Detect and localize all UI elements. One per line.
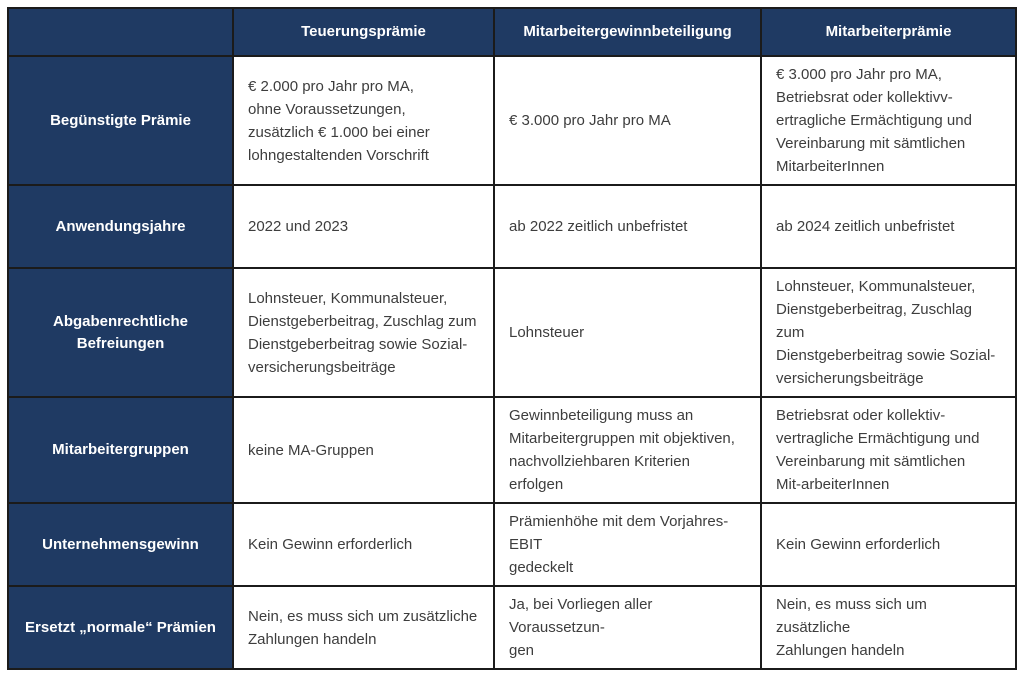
table-cell: Gewinnbeteiligung muss an Mitarbeitergruppen mit objektiven, nachvollziehbaren Kriterien erfolgen — [494, 397, 761, 503]
table-cell: Nein, es muss sich um zusätzliche Zahlungen handeln — [761, 586, 1016, 669]
premium-comparison-table — [7, 7, 1017, 670]
table-row-beguenstigte-praemie — [8, 56, 1016, 185]
table-cell: Ja, bei Vorliegen aller Voraussetzun- gen — [494, 586, 761, 669]
column-header-teuerungspraemie: Teuerungsprämie — [233, 8, 494, 56]
table-cell: € 3.000 pro Jahr pro MA, Betriebsrat oder kollektivv- ertragliche Ermächtigung und Vereinbarung mit sämtlichen MitarbeiterInnen — [761, 56, 1016, 185]
table-cell: ab 2024 zeitlich unbefristet — [761, 185, 1016, 268]
table-row-ersetzt-normale-praemien — [8, 586, 1016, 669]
column-header-mitarbeitergewinnbeteiligung: Mitarbeitergewinnbeteiligung — [494, 8, 761, 56]
row-header-unternehmensgewinn: Unternehmensgewinn — [8, 503, 233, 586]
row-header-abgabenrechtliche-befreiungen: Abgabenrechtliche Befreiungen — [8, 268, 233, 397]
table-cell: Lohnsteuer, Kommunalsteuer, Dienstgeberbeitrag, Zuschlag zum Dienstgeberbeitrag sowie Sozial- versicherungsbeiträge — [761, 268, 1016, 397]
row-header-anwendungsjahre: Anwendungsjahre — [8, 185, 233, 268]
table-cell: 2022 und 2023 — [233, 185, 494, 268]
table-cell: Kein Gewinn erforderlich — [761, 503, 1016, 586]
table-cell: Lohnsteuer, Kommunalsteuer, Dienstgeberbeitrag, Zuschlag zum Dienstgeberbeitrag sowie Sozial- versicherungsbeiträge — [233, 268, 494, 397]
row-header-beguenstigte-praemie: Begünstigte Prämie — [8, 56, 233, 185]
table-row-abgabenrechtliche-befreiungen — [8, 268, 1016, 397]
table-cell: Prämienhöhe mit dem Vorjahres-EBIT gedeckelt — [494, 503, 761, 586]
table-row-unternehmensgewinn — [8, 503, 1016, 586]
column-header-mitarbeiterpraemie: Mitarbeiterprämie — [761, 8, 1016, 56]
corner-cell — [8, 8, 233, 56]
table-cell: Betriebsrat oder kollektiv- vertragliche Ermächtigung und Vereinbarung mit sämtlichen Mit-arbeiterInnen — [761, 397, 1016, 503]
table-row-mitarbeitergruppen — [8, 397, 1016, 503]
table-cell: € 2.000 pro Jahr pro MA, ohne Voraussetzungen, zusätzlich € 1.000 bei einer lohngestaltenden Vorschrift — [233, 56, 494, 185]
table-cell: Lohnsteuer — [494, 268, 761, 397]
table-header-row — [8, 8, 1016, 56]
table-cell: Nein, es muss sich um zusätzliche Zahlungen handeln — [233, 586, 494, 669]
row-header-ersetzt-normale-praemien: Ersetzt „normale“ Prämien — [8, 586, 233, 669]
row-header-mitarbeitergruppen: Mitarbeitergruppen — [8, 397, 233, 503]
table-row-anwendungsjahre — [8, 185, 1016, 268]
table-cell: keine MA-Gruppen — [233, 397, 494, 503]
table-cell: Kein Gewinn erforderlich — [233, 503, 494, 586]
table-cell: € 3.000 pro Jahr pro MA — [494, 56, 761, 185]
table-cell: ab 2022 zeitlich unbefristet — [494, 185, 761, 268]
